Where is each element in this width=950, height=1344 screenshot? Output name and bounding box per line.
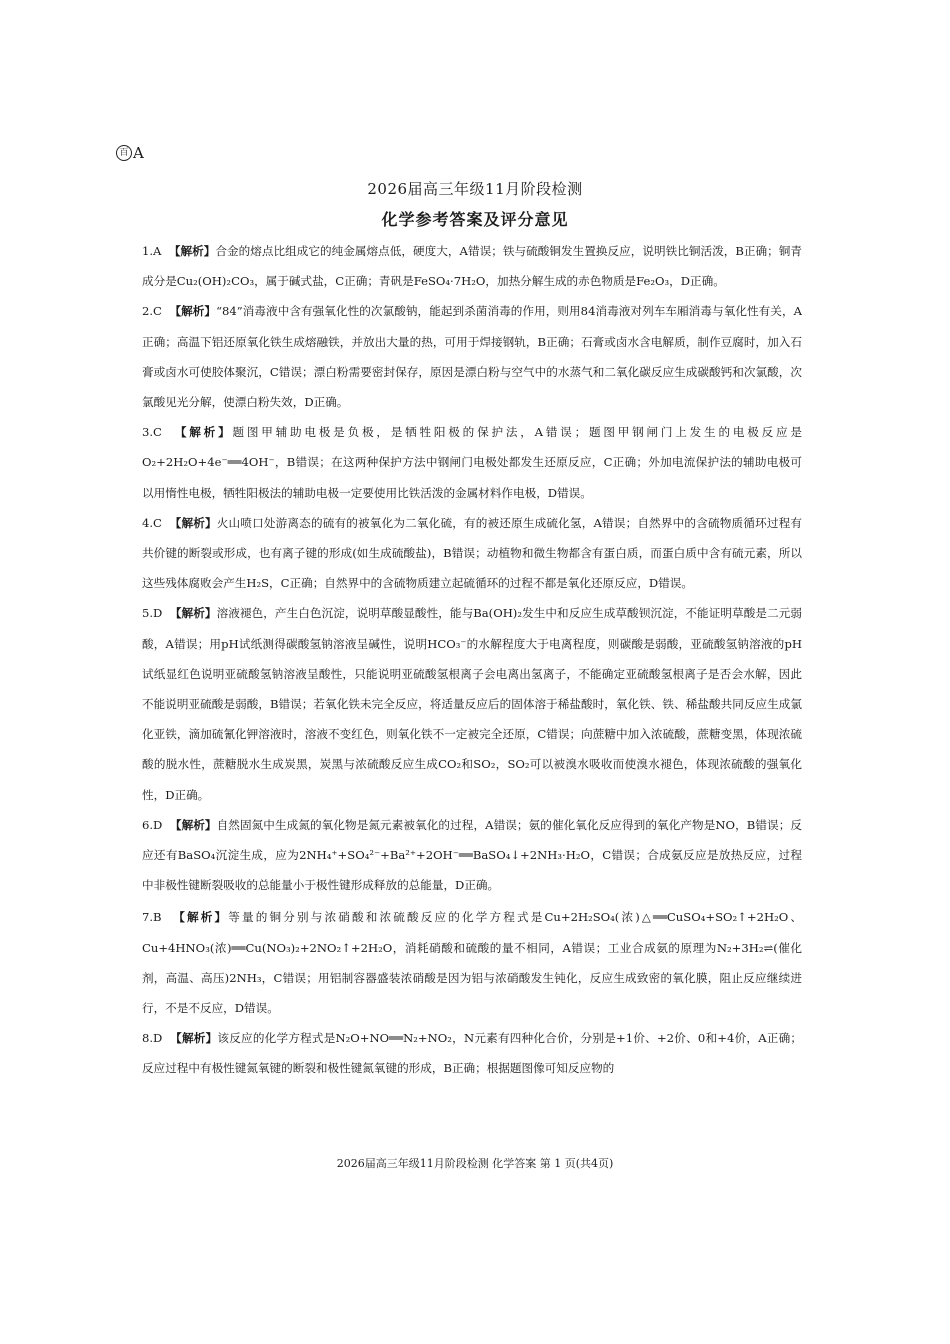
answer-item-6 [142, 810, 802, 901]
answer-number: 3.C [142, 425, 162, 440]
answer-item-4 [142, 508, 802, 599]
analysis-tag: 【解析】 [174, 425, 233, 440]
answer-item-2 [142, 296, 802, 417]
answer-number: 7.B [142, 910, 162, 925]
answer-list [142, 236, 802, 1084]
answer-text: 合金的熔点比组成它的纯金属熔点低，硬度大，A错误；铁与硫酸铜发生置换反应，说明铁比铜活泼，B正确；铜青成分是Cu₂(OH)₂CO₃，属于碱式盐，C正确；青矾是FeSO₄·7H₂O，加热分解生成的赤色物质是Fe₂O₃，D正确。 [142, 244, 802, 289]
answer-text: 溶液褪色，产生白色沉淀，说明草酸显酸性，能与Ba(OH)₂发生中和反应生成草酸钡沉淀，不能证明草酸是二元弱酸，A错误；用pH试纸测得碳酸氢钠溶液呈碱性，说明HCO₃⁻的水解程度大于电离程度，则碳酸是弱酸，亚硫酸氢钠溶液的pH试纸显红色说明亚硫酸氢钠溶液呈酸性，只能说明亚硫酸氢根离子会电离出氢离子，不能确定亚硫酸氢根离子是否会水解，因此不能说明亚硫酸是弱酸，B错误；若氧化铁未完全反应，将适量反应后的固体溶于稀盐酸时，氧化铁、铁、稀盐酸共同反应生成氯化亚铁，滴加硫氰化钾溶液时，溶液不变红色，则氧化铁不一定被完全还原，C错误；向蔗糖中加入浓硫酸，蔗糖变黑，体现浓硫酸的脱水性，蔗糖脱水生成炭黑，炭黑与浓硫酸反应生成CO₂和SO₂，SO₂可以被溴水吸收而使溴水褪色，体现浓硫酸的强氧化性，D正确。 [142, 606, 802, 802]
answer-text: 自然固氮中生成氮的氧化物是氮元素被氧化的过程，A错误；氨的催化氧化反应得到的氧化产物是NO，B错误；反应还有BaSO₄沉淀生成，应为2NH₄⁺+SO₄²⁻+Ba²⁺+2OH⁻══BaSO₄↓+2NH₃·H₂O，C错误；合成氨反应是放热反应，过程中非极性键断裂吸收的总能量小于极性键形成释放的总能量，D正确。 [142, 817, 803, 893]
mark-letter: A [133, 144, 144, 162]
answer-title: 化学参考答案及评分意见 [381, 210, 569, 229]
answer-item-3 [142, 417, 802, 508]
answer-text: 火山喷口处游离态的硫有的被氧化为二氧化硫，有的被还原生成硫化氢，A错误；自然界中的含硫物质循环过程有共价键的断裂或形成，也有离子键的形成(如生成硫酸盐)，B错误；动植物和微生物都含有蛋白质，而蛋白质中含有硫元素，所以这些残体腐败会产生H₂S，C正确；自然界中的含硫物质建立起硫循环的过程不都是氧化还原反应，D错误。 [142, 515, 802, 591]
answer-text: 该反应的化学方程式是N₂O+NO══N₂+NO₂，N元素有四种化合价，分别是+1价、+2价、0和+4价，A正确；反应过程中有极性键氮氧键的断裂和极性键氮氧键的形成，B正确；根据题图像可知反应物的 [142, 1031, 803, 1076]
circle-mark-icon: 百 [116, 145, 132, 161]
answer-number: 8.D [142, 1031, 163, 1046]
answer-item-1 [142, 236, 802, 296]
exam-title: 2026届高三年级11月阶段检测 [367, 180, 583, 198]
answer-text: 等量的铜分别与浓硝酸和浓硫酸反应的化学方程式是Cu+2H₂SO₄(浓)△══CuSO₄+SO₂↑+2H₂O、Cu+4HNO₃(浓)══Cu(NO₃)₂+2NO₂↑+2H₂O，消耗硝酸和硫酸的量不相同，A错误；工业合成氨的原理为N₂+3H₂⇌(催化剂，高温、高压)2NH₃，C错误；用铝制容器盛装浓硝酸是因为铝与浓硝酸发生钝化，反应生成致密的氧化膜，阻止反应继续进行，不是不反应，D错误。 [142, 910, 802, 1016]
answer-number: 4.C [142, 515, 162, 530]
analysis-tag: 【解析】 [169, 817, 217, 832]
answer-number: 5.D [142, 606, 163, 621]
answer-number: 6.D [142, 817, 163, 832]
analysis-tag: 【解析】 [173, 910, 229, 925]
answer-number: 1.A [142, 244, 162, 258]
analysis-tag: 【解析】 [168, 244, 216, 258]
answer-item-5 [142, 598, 802, 809]
analysis-tag: 【解析】 [170, 1031, 218, 1046]
page-footer: 2026届高三年级11月阶段检测 化学答案 第 1 页(共4页) [336, 1157, 614, 1170]
analysis-tag: 【解析】 [169, 515, 217, 530]
watermark-logo [116, 144, 144, 162]
analysis-tag: 【解析】 [169, 304, 217, 319]
answer-number: 2.C [142, 304, 162, 319]
analysis-tag: 【解析】 [169, 606, 217, 621]
answer-item-7 [142, 902, 802, 1023]
answer-text: 题图甲辅助电极是负极，是牺牲阳极的保护法，A错误；题图甲钢闸门上发生的电极反应是O₂+2H₂O+4e⁻══4OH⁻，B错误；在这两种保护方法中钢闸门电极处都发生还原反应，C正确；外加电流保护法的辅助电极可以用惰性电极，牺牲阳极法的辅助电极一定要使用比铁活泼的金属材料作电极，D错误。 [142, 425, 802, 500]
answer-text: “84”消毒液中含有强氧化性的次氯酸钠，能起到杀菌消毒的作用，则用84消毒液对列车车厢消毒与氧化性有关，A正确；高温下铝还原氧化铁生成熔融铁，并放出大量的热，可用于焊接钢轨，B正确；石膏或卤水含电解质，制作豆腐时，加入石膏或卤水可使胶体聚沉，C错误；漂白粉需要密封保存，原因是漂白粉与空气中的水蒸气和二氧化碳反应生成碳酸钙和次氯酸，次氯酸见光分解，使漂白粉失效，D正确。 [142, 304, 802, 410]
answer-item-8 [142, 1023, 802, 1083]
